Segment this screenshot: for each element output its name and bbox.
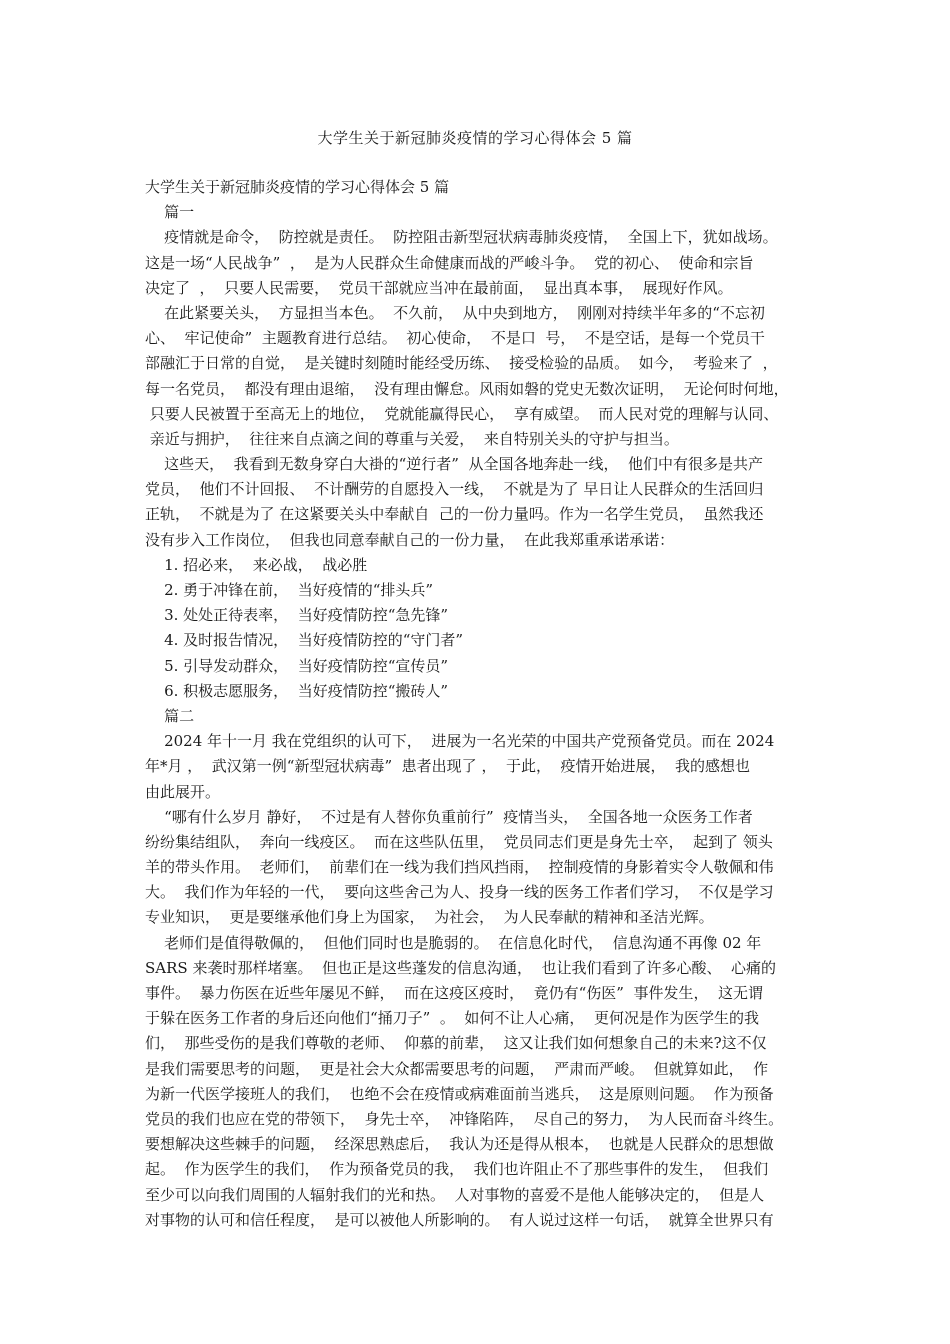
list-item: 2. 勇于冲锋在前， 当好疫情的“排头兵” [145, 581, 434, 599]
document-title: 大学生关于新冠肺炎疫情的学习心得体会 5 篇 [317, 129, 633, 147]
paragraph-line: 没有步入工作岗位， 但我也同意奉献自己的一份力量， 在此我郑重承诺承诺： [145, 530, 675, 549]
paragraph-line: 大。 我们作为年轻的一代， 要向这些舍己为人、投身一线的医务工作者们学习， 不仅是学习 [145, 883, 774, 902]
paragraph-line: 纷纷集结组队， 奔向一线疫区。 而在这些队伍里， 党员同志们更是身先士卒， 起到了 领头 [145, 832, 773, 851]
paragraph-line: SARS 来袭时那样堵塞。 但也正是这些蓬发的信息沟通， 也让我们看到了许多心酸、 心痛的 [145, 958, 777, 977]
paragraph-line: 这是一场“人民战争” ， 是为人民群众生命健康而战的严峻斗争。 党的初心、 使命和宗旨 [145, 253, 754, 272]
paragraph-line: 年*月 ， 武汉第一例“新型冠状病毒” 患者出现了 ， 于此， 疫情开始进展， 我的感想也 [145, 757, 751, 776]
paragraph-line: 羊的带头作用。 老师们， 前辈们在一线为我们挡风挡雨， 控制疫情的身影着实令人敬佩和伟 [145, 858, 774, 877]
list-item: 3. 处处正待表率， 当好疫情防控“急先锋” [145, 606, 449, 625]
paragraph-line: 至少可以向我们周围的人辐射我们的光和热。 人对事物的喜爱不是他人能够决定的， 但是人 [145, 1185, 765, 1204]
paragraph-line: 正轨， 不就是为了 在这紧要关头中奉献自 己的一份力量吗。作为一名学生党员， 虽然我还 [145, 505, 764, 524]
document-body [145, 175, 825, 1233]
list-item: 5. 引导发动群众， 当好疫情防控“宣传员” [145, 656, 449, 675]
paragraph-line: 事件。 暴力伤医在近些年屡见不鲜， 而在这疫区疫时， 竟仍有“伤医” 事件发生， 这无谓 [145, 984, 764, 1002]
paragraph-line: 起。 作为医学生的我们， 作为预备党员的我， 我们也许阻止不了那些事件的发生， 但我们 [145, 1160, 769, 1179]
list-item: 6. 积极志愿服务， 当好疫情防控“搬砖人” [145, 681, 449, 700]
paragraph-line: 是我们需要思考的问题， 更是社会大众都需要思考的问题， 严肃而严峻。 但就算如此， 作 [145, 1059, 769, 1078]
paragraph-line: 由此展开。 [145, 782, 221, 801]
list-item: 1. 招必来， 来必战， 战必胜 [145, 555, 368, 574]
paragraph-line: 党员， 他们不计回报、 不计酬劳的自愿投入一线， 不就是为了 早日让人民群众的生活回归 [145, 480, 764, 499]
paragraph-line: 每一名党员， 都没有理由退缩， 没有理由懈怠。风雨如磐的党史无数次证明， 无论何时何地， [145, 379, 789, 398]
paragraph-line: 要想解决这些棘手的问题， 经深思熟虑后， 我认为还是得从根本， 也就是人民群众的思想做 [145, 1135, 774, 1154]
paragraph-line: 于躲在医务工作者的身后还向他们“捅刀子” 。 如何不让人心痛， 更何况是作为医学生的我 [145, 1009, 759, 1028]
paragraph-line: 对事物的认可和信任程度， 是可以被他人所影响的。 有人说过这样一句话， 就算全世界只有 [145, 1210, 774, 1229]
paragraph-line: 老师们是值得敬佩的， 但他们同时也是脆弱的。 在信息化时代， 信息沟通不再像 02 年 [145, 933, 762, 952]
list-item: 4. 及时报告情况， 当好疫情防控的“守门者” [145, 631, 464, 650]
paragraph-line: 疫情就是命令， 防控就是责任。 防控阻击新型冠状病毒肺炎疫情， 全国上下，犹如战场。 [145, 228, 778, 247]
paragraph-line: 只要人民被置于至高无上的地位， 党就能赢得民心， 享有威望。 而人民对党的理解与认同、 [145, 404, 779, 423]
paragraph-line: 在此紧要关头， 方显担当本色。 不久前， 从中央到地方， 刚刚对持续半年多的“不忘初 [145, 303, 765, 322]
paragraph-line: 为新一代医学接班人的我们， 也绝不会在疫情或病难面前当逃兵， 这是原则问题。 作为预备 [145, 1084, 774, 1103]
paragraph-line: 这些天， 我看到无数身穿白大褂的“逆行者” 从全国各地奔赴一线， 他们中有很多是共产 [145, 455, 764, 474]
paragraph-line: 2024 年十一月 我在党组织的认可下， 进展为一名光荣的中国共产党预备党员。而在 2024 [145, 732, 775, 751]
paragraph-line: 亲近与拥护， 往往来自点滴之间的尊重与关爱， 来自特别关头的守护与担当。 [145, 429, 679, 448]
paragraph-line: 部融汇于日常的自觉， 是关键时刻随时能经受历练、 接受检验的品质。 如今， 考验来了 ， [145, 354, 778, 373]
paragraph-line: 心、 牢记使命” 主题教育进行总结。 初心使命， 不是口 号， 不是空话，是每一个党员干 [145, 329, 765, 348]
section-heading-1: 篇一 [145, 203, 195, 222]
section-heading-2: 篇二 [145, 706, 195, 725]
paragraph-line: 们， 那些受伤的是我们尊敬的老师、 仰慕的前辈， 这又让我们如何想象自己的未来?这不仅 [145, 1034, 767, 1053]
body-heading: 大学生关于新冠肺炎疫情的学习心得体会 5 篇 [145, 178, 450, 196]
paragraph-line: 专业知识， 更是要继承他们身上为国家， 为社会， 为人民奉献的精神和圣洁光辉。 [145, 908, 714, 927]
paragraph-line: 党员的我们也应在党的带领下， 身先士卒， 冲锋陷阵， 尽自己的努力， 为人民而奋斗终生。 [145, 1109, 784, 1128]
paragraph-line: “哪有什么岁月 静好， 不过是有人替你负重前行” 疫情当头， 全国各地一众医务工作者 [145, 807, 753, 826]
paragraph-line: 决定了 ， 只要人民需要， 党员干部就应当冲在最前面， 显出真本事， 展现好作风。 [145, 278, 733, 297]
